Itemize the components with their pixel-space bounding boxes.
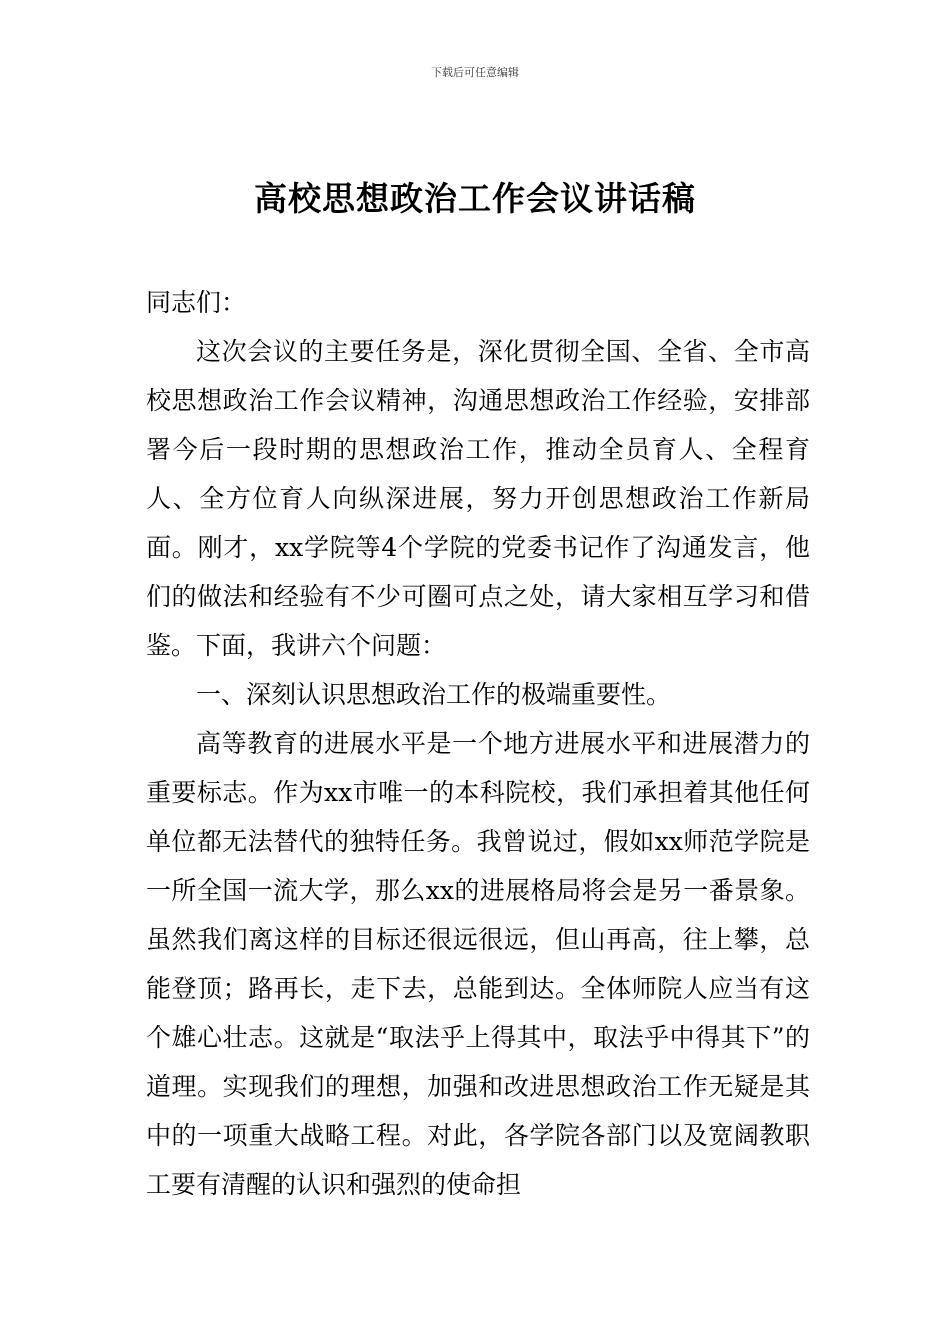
paragraph-section-1: 高等教育的进展水平是一个地方进展水平和进展潜力的重要标志。作为xx市唯一的本科院校，我们承担着其他任何单位都无法替代的独特任务。我曾说过，假如xx师范学院是一所全国一流大学，那么xx的进展格局将会是另一番景象。虽然我们离这样的目标还很远很远，但山再高，往上攀，总能登顶；路再长，走下去，总能到达。全体师院人应当有这个雄心壮志。这就是“取法乎上得其中，取法乎中得其下”的道理。实现我们的理想，加强和改进思想政治工作无疑是其中的一项重大战略工程。对此，各学院各部门以及宽阔教职工要有清醒的认识和强烈的使命担	[146, 729, 810, 1199]
document-title: 高校思想政治工作会议讲话稿	[254, 179, 696, 218]
salutation: 同志们：	[146, 288, 247, 317]
document-body	[146, 278, 810, 1209]
section-heading-1: 一、深刻认识思想政治工作的极端重要性。	[196, 680, 672, 709]
page-header-note: 下载后可任意编辑	[431, 66, 519, 79]
paragraph-intro: 这次会议的主要任务是，深化贯彻全国、全省、全市高校思想政治工作会议精神，沟通思想政治工作经验，安排部署今后一段时期的思想政治工作，推动全员育人、全程育人、全方位育人向纵深进展，努力开创思想政治工作新局面。刚才，xx学院等4个学院的党委书记作了沟通发言，他们的做法和经验有不少可圈可点之处，请大家相互学习和借鉴。下面，我讲六个问题：	[146, 337, 810, 660]
